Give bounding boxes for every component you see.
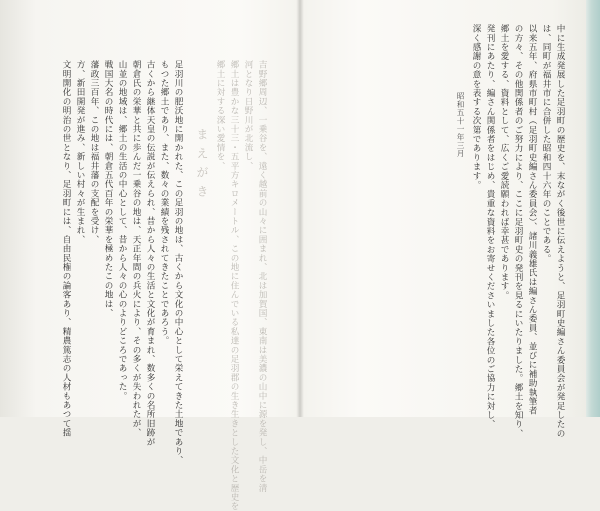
right-column-6: 発刊にあたり、編さん関係者をはじめ、貴重な資料をお寄せくださいました各位のご協力に対し、 bbox=[485, 24, 495, 429]
date-line: 昭和五十一年三月 bbox=[456, 92, 465, 158]
left-column-7: 古くから継体天皇の伝説が伝えられ、昔から人々の生活と文化が育まれ、数多くの名所旧跡が bbox=[145, 60, 155, 447]
right-column-3: 以来五年、府県市町村（足羽町史編さん委員会）、諸川義雄氏は編さん委員、並びに補助執筆者 bbox=[527, 24, 537, 416]
right-column-4: の方々、その他関係者のご努力により、ここに足羽町史の発刊を見るにいたりました。郷土を知り、 bbox=[513, 24, 523, 438]
left-column-5: 足羽川の肥沃地に開かれた、この足羽の地は、古くから文化の中心として栄えてきた土地であり、 bbox=[173, 60, 183, 465]
right-column-2: は、同町が福井市に合併した昭和四十六年のことである。 bbox=[541, 24, 551, 264]
page-title: まえがき bbox=[195, 128, 209, 204]
left-column-6: もつた郷土であり、また、数々の業績を残されてきたことであろう。 bbox=[159, 60, 169, 346]
right-column-7: 深く感謝の意を表する次第であります。 bbox=[471, 24, 481, 190]
left-column-11: 藩政三百年、この地は福井藩の支配を受け、 bbox=[89, 60, 99, 244]
left-column-8: 朝倉氏の栄華と共に歩んだ一乗谷の地は、天正年間の兵火により、その多くが失われたが、 bbox=[131, 60, 141, 438]
right-column-5: 郷土を愛する、資料として、広くご愛読願われば幸甚であります。 bbox=[499, 24, 509, 300]
left-column-13: 文明開化の明治の世となり、足羽町には、自由民権の論客あり、精農篤志の人材もあつて揺 bbox=[61, 60, 71, 438]
left-column-2: 河となり日野川が北流し、 bbox=[243, 60, 253, 171]
left-column-12: 方、新田開発が進み、新しい村々が生まれ、 bbox=[75, 60, 85, 244]
left-column-3: 郷土は豊かな三十三・五平方キロメートル、この地に住んでいる私達の足羽郡の生き生きとした文化と歴史を bbox=[229, 60, 239, 511]
left-column-1: 吉野郷周辺、一乗谷を、遠く越前の山々に囲まれ、北は加賀国、東南は美濃の山中に源を発し、中岳を清 bbox=[257, 60, 267, 493]
left-column-10: 戦国大名の時代には、朝倉五代百年の栄華を極めたこの地は、 bbox=[103, 60, 113, 318]
right-column-1: 中に生成発展した足羽町の歴史を、末ながく後世に伝えようと、足羽町史編さん委員会が発足したの bbox=[555, 24, 565, 438]
right-page bbox=[300, 0, 600, 438]
left-column-4: 郷土に対する深い愛情を、 bbox=[215, 60, 225, 171]
left-column-9: 山並の地域は、郷土の生活の中心として、昔から人々の心のよりどころであった。 bbox=[117, 60, 127, 401]
